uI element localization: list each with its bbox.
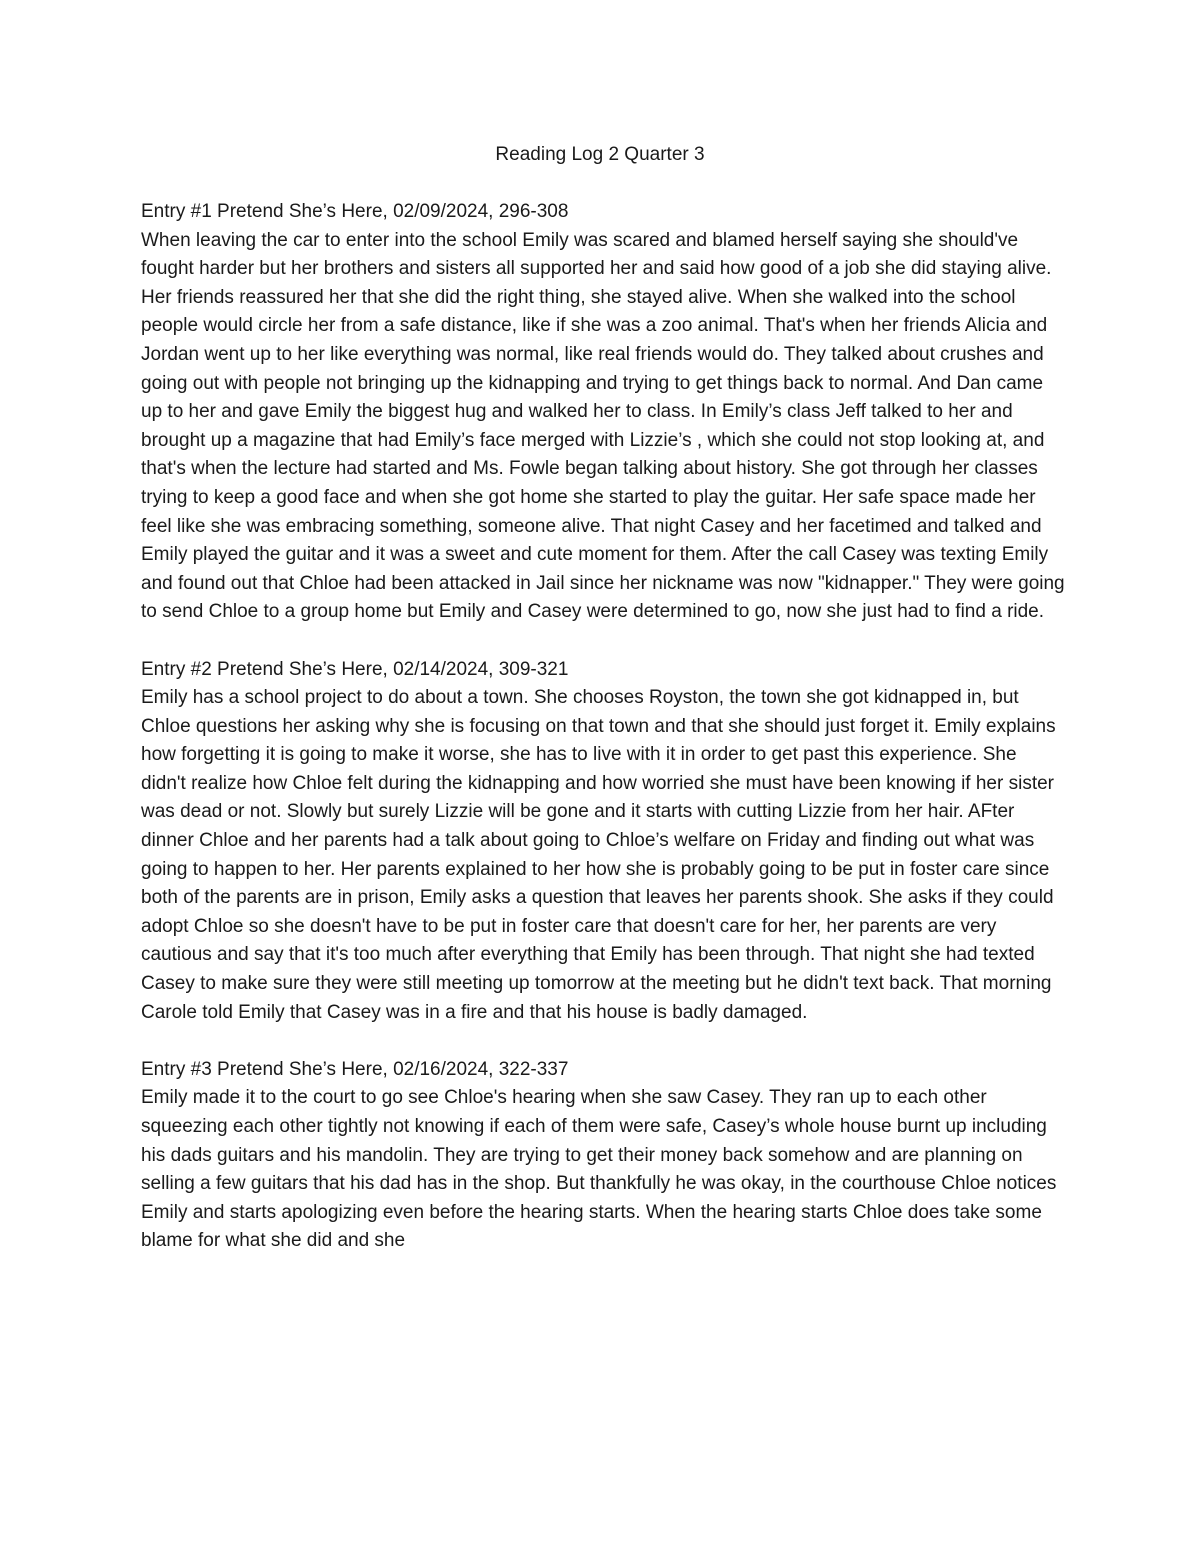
page-title: Reading Log 2 Quarter 3 xyxy=(495,144,705,165)
entry-3 xyxy=(141,1056,1066,1256)
entry-text: When leaving the car to enter into the school Emily was scared and blamed herself saying she should've fought harder but her brothers and sisters all supported her and said how good of a job she did staying alive. Her friends reassured her that she did the right thing, she stayed alive. When she walked into the school people would circle her from a safe distance, like if she was a zoo animal. That's when her friends Alicia and Jordan went up to her like everything was normal, like real friends would do. They talked about crushes and going out with people not bringing up the kidnapping and trying to get things back to normal. And Dan came up to her and gave Emily the biggest hug and walked her to class. In Emily’s class Jeff talked to her and brought up a magazine that had Emily’s face merged with Lizzie’s , which she could not stop looking at, and that's when the lecture had started and Ms. Fowle began talking about history. She got through her classes trying to keep a good face and when she got home she started to play the guitar. Her safe space made her feel like she was embracing something, someone alive. That night Casey and her facetimed and talked and Emily played the guitar and it was a sweet and cute moment for them. After the call Casey was texting Emily and found out that Chloe had been attacked in Jail since her nickname was now "kidnapper." They were going to send Chloe to a group home but Emily and Casey were determined to go, now she just had to find a ride. xyxy=(141,229,1065,623)
entry-heading: Entry #3 Pretend She’s Here, 02/16/2024, 322-337 xyxy=(141,1058,569,1080)
entry-text: Emily made it to the court to go see Chloe's hearing when she saw Casey. They ran up to each other squeezing each other tightly not knowing if each of them were safe, Casey’s whole house burnt up including his dads guitars and his mandolin. They are trying to get their money back somehow and are planning on selling a few guitars that his dad has in the shop. But thankfully he was okay, in the courthouse Chloe notices Emily and starts apologizing even before the hearing starts. When the hearing starts Chloe does take some blame for what she did and she xyxy=(141,1087,1057,1252)
document-body xyxy=(141,198,1066,1285)
entry-2 xyxy=(141,656,1066,1028)
entry-1 xyxy=(141,198,1066,627)
entry-heading: Entry #1 Pretend She’s Here, 02/09/2024, 296-308 xyxy=(141,201,569,222)
entry-heading: Entry #2 Pretend She’s Here, 02/14/2024, 309-321 xyxy=(141,658,569,680)
entry-text: Emily has a school project to do about a town. She chooses Royston, the town she got kidnapped in, but Chloe questions her asking why she is focusing on that town and that she should just forget it. Emily explains how forgetting it is going to make it worse, she has to live with it in order to get past this experience. She didn't realize how Chloe felt during the kidnapping and how worried she must have been knowing if her sister was dead or not. Slowly but surely Lizzie will be gone and it starts with cutting Lizzie from her hair. AFter dinner Chloe and her parents had a talk about going to Chloe’s welfare on Friday and finding out what was going to happen to her. Her parents explained to her how she is probably going to be put in foster care since both of the parents are in prison, Emily asks a question that leaves her parents shook. She asks if they could adopt Chloe so she doesn't have to be put in foster care that doesn't care for her, her parents are very cautious and say that it's too much after everything that Emily has been through. That night she had texted Casey to make sure they were still meeting up tomorrow at the meeting but he didn't text back. That morning Carole told Emily that Casey was in a fire and that his house is badly damaged. xyxy=(141,687,1056,1023)
